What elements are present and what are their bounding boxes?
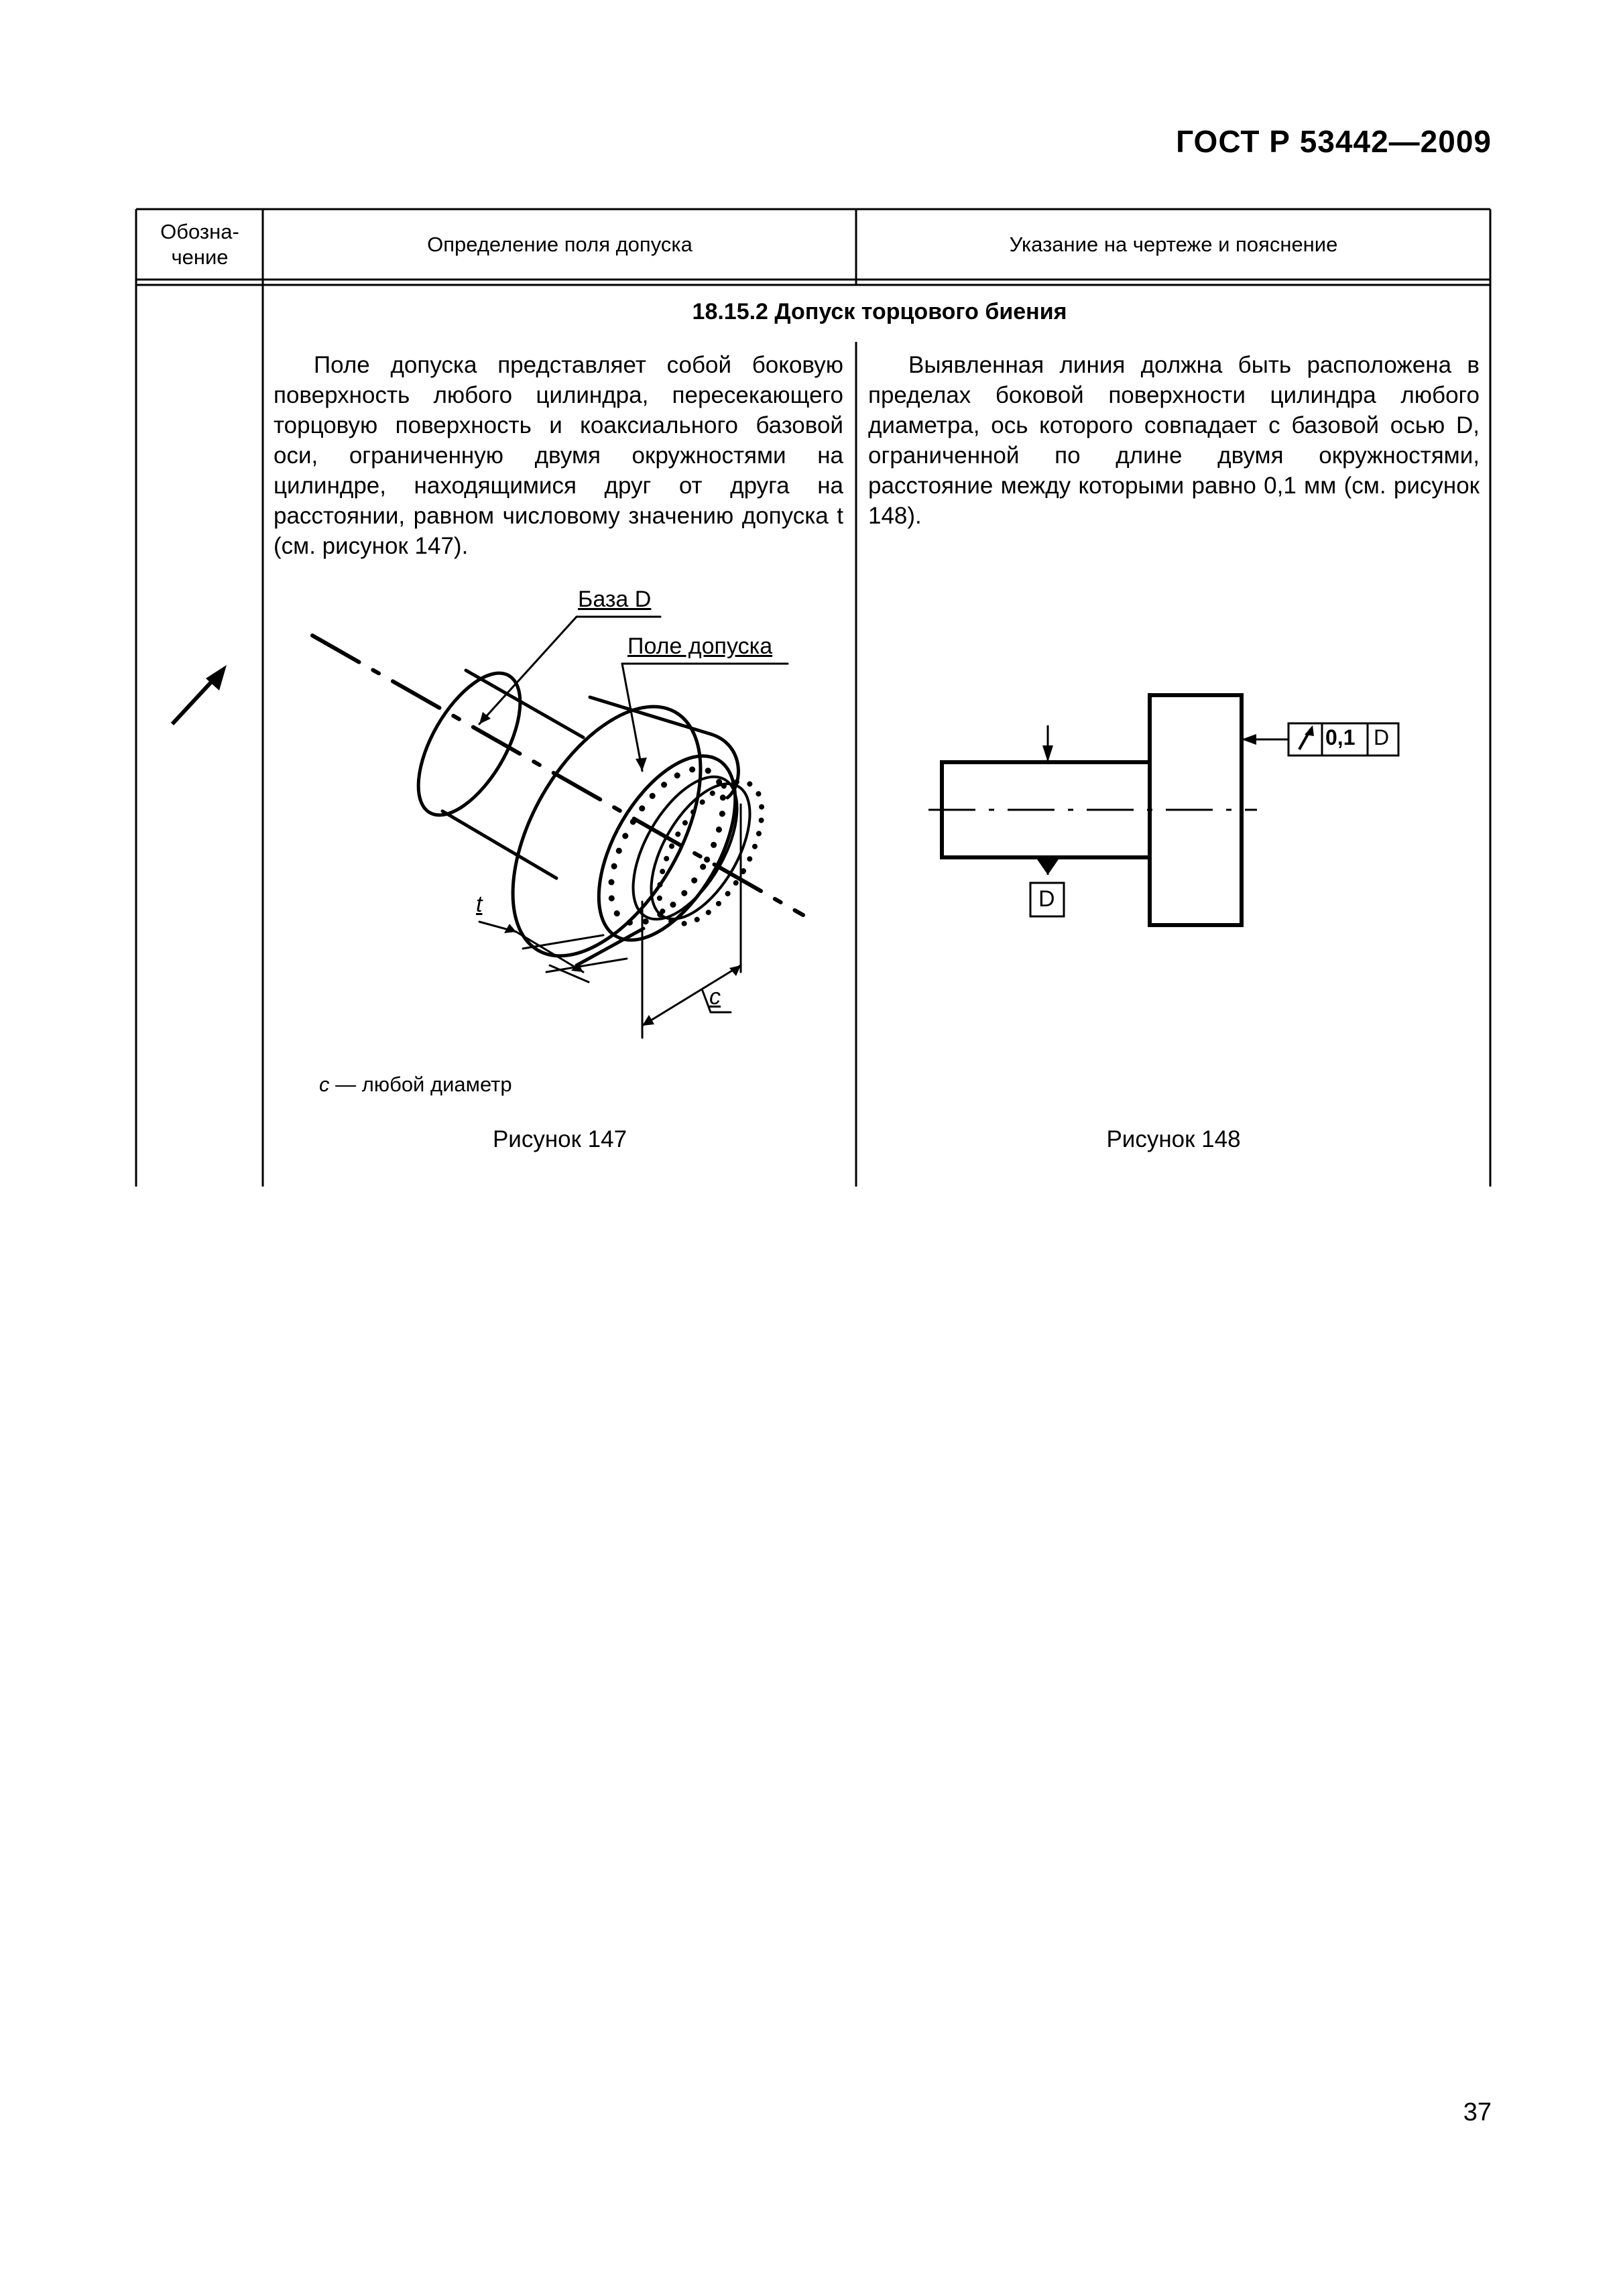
feature-control-datum: D [1374, 725, 1390, 749]
figure-147-zone-label: Поле допуска [627, 633, 773, 659]
legend-symbol: c [319, 1073, 330, 1096]
figure-148-caption: Рисунок 148 [1106, 1126, 1241, 1152]
definition-text: Поле допуска представляет собой боковую поверхность любого цилиндра, пересекающего торцовую поверхность и коаксиального базовой оси, ограниченную двумя окружностями на цилиндре, находящимися друг от друга на расстоянии, равном числовому значению допуска t (см. рисунок 147). [274, 352, 843, 559]
page-number: 37 [1463, 2098, 1492, 2126]
indication-text: Выявленная линия должна быть расположена в пределах боковой поверхности цилиндра любого диаметра, ось которого совпадает с базовой осью D, ограниченной по длине двумя окружностями, расстояние между которыми равно 0,1 мм (см. рисунок 148). [868, 352, 1480, 529]
column-header-symbol: Обозна- чение [160, 220, 239, 269]
figure-147-t-label: t [476, 892, 483, 917]
column-header-indication: Указание на чертеже и пояснение [1009, 233, 1338, 256]
document-code: ГОСТ Р 53442—2009 [1176, 124, 1492, 159]
legend-text: — любой диаметр [329, 1073, 512, 1096]
figure-147-base-label: База D [578, 587, 652, 612]
figure-147-c-label: c [709, 984, 721, 1010]
datum-label: D [1038, 886, 1055, 912]
column-header-definition: Определение поля допуска [427, 233, 693, 256]
section-title: 18.15.2 Допуск торцового биения [692, 299, 1067, 324]
figure-147-caption: Рисунок 147 [492, 1126, 627, 1152]
feature-control-tolerance: 0,1 [1325, 725, 1356, 749]
